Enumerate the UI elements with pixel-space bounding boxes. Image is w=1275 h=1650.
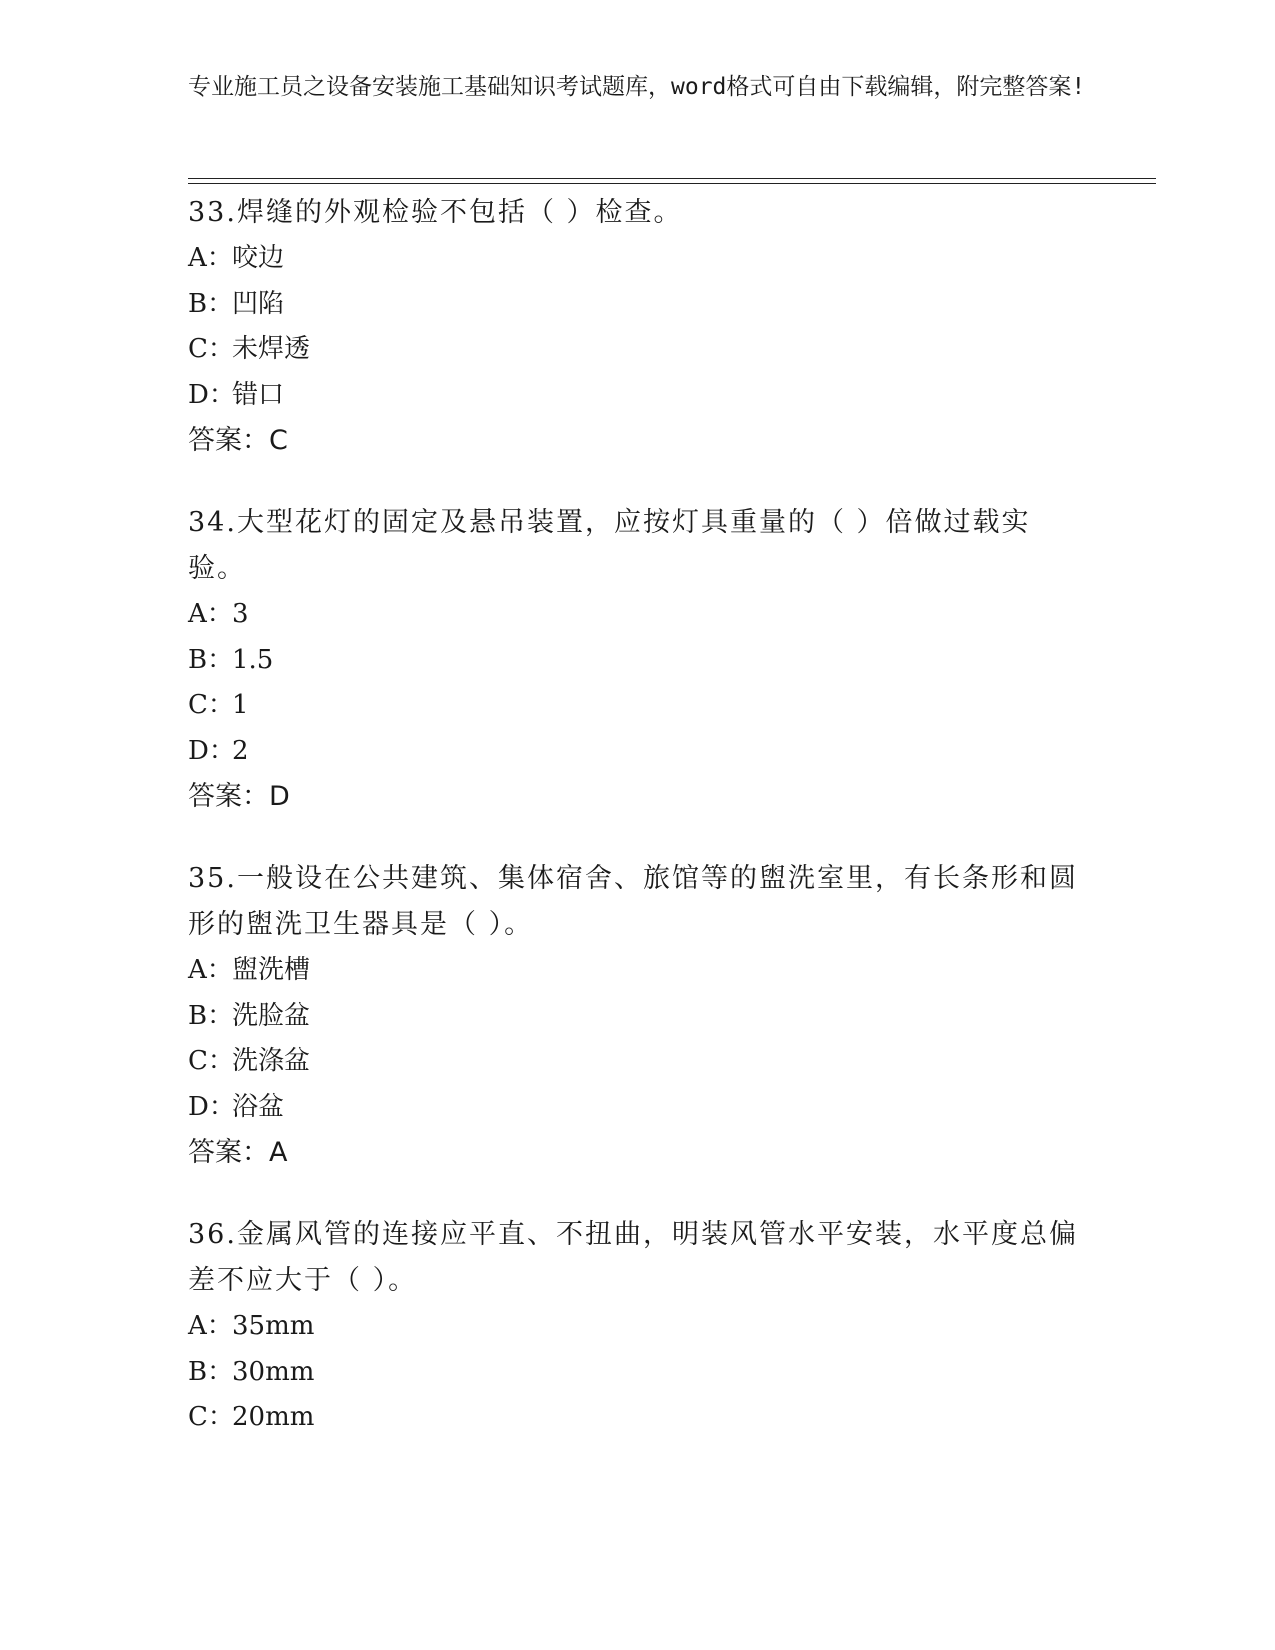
option-key: B： xyxy=(188,288,234,319)
option-text: 错口 xyxy=(232,379,285,410)
option-d xyxy=(188,1085,1088,1131)
question-stem: 34.大型花灯的固定及悬吊装置，应按灯具重量的（ ）倍做过载实验。 xyxy=(188,507,1031,584)
option-key: A： xyxy=(188,1311,233,1341)
question-list xyxy=(188,190,1088,1477)
option-key: D： xyxy=(188,379,235,410)
option-c xyxy=(188,1395,1088,1441)
question-stem: 35.一般设在公共建筑、集体宿舍、旅馆等的盥洗室里，有长条形和圆形的盥洗卫生器具是（ ）。 xyxy=(188,863,1078,940)
option-key: A： xyxy=(188,243,233,273)
option-key: D： xyxy=(188,1091,235,1122)
option-c xyxy=(188,1039,1088,1085)
option-text: 2 xyxy=(232,735,249,766)
header-divider xyxy=(188,178,1156,184)
option-d xyxy=(188,729,1088,775)
option-text: 1.5 xyxy=(232,644,274,675)
option-text: 35mm xyxy=(232,1311,315,1341)
option-b xyxy=(188,994,1088,1040)
question-stem: 33.焊缝的外观检验不包括（ ）检查。 xyxy=(188,197,683,228)
option-text: 洗涤盆 xyxy=(232,1046,311,1076)
question-35 xyxy=(188,856,1088,1176)
option-a xyxy=(188,592,1088,638)
option-b xyxy=(188,638,1088,684)
option-a xyxy=(188,948,1088,994)
option-text: 20mm xyxy=(232,1402,315,1432)
option-text: 咬边 xyxy=(232,243,285,273)
question-33 xyxy=(188,190,1088,464)
option-text: 盥洗槽 xyxy=(232,955,311,985)
option-key: C： xyxy=(188,1046,234,1076)
option-text: 洗脸盆 xyxy=(232,1000,311,1031)
answer-label: 答案：A xyxy=(188,1137,288,1168)
option-c xyxy=(188,327,1088,373)
option-key: A： xyxy=(188,599,233,629)
option-text: 凹陷 xyxy=(232,288,285,319)
option-text: 浴盆 xyxy=(232,1091,285,1122)
option-c xyxy=(188,683,1088,729)
option-text: 未焊透 xyxy=(232,334,311,364)
option-key: B： xyxy=(188,644,234,675)
option-key: A： xyxy=(188,955,233,985)
option-key: B： xyxy=(188,1356,234,1387)
option-key: D： xyxy=(188,735,235,766)
answer-label: 答案：D xyxy=(188,781,290,812)
option-text: 3 xyxy=(232,599,249,629)
answer-label: 答案：C xyxy=(188,425,288,456)
document-header: 专业施工员之设备安装施工基础知识考试题库，word格式可自由下载编辑，附完整答案! xyxy=(188,74,1086,100)
option-d xyxy=(188,373,1088,419)
option-text: 30mm xyxy=(232,1356,315,1387)
option-key: C： xyxy=(188,1402,234,1432)
option-b xyxy=(188,282,1088,328)
option-b xyxy=(188,1350,1088,1396)
option-text: 1 xyxy=(232,690,249,720)
option-a xyxy=(188,1304,1088,1350)
question-34 xyxy=(188,500,1088,820)
option-a xyxy=(188,236,1088,282)
option-key: C： xyxy=(188,334,234,364)
question-36 xyxy=(188,1212,1088,1441)
question-stem: 36.金属风管的连接应平直、不扭曲，明装风管水平安装，水平度总偏差不应大于（ ）。 xyxy=(188,1219,1078,1296)
option-key: C： xyxy=(188,690,234,720)
option-key: B： xyxy=(188,1000,234,1031)
